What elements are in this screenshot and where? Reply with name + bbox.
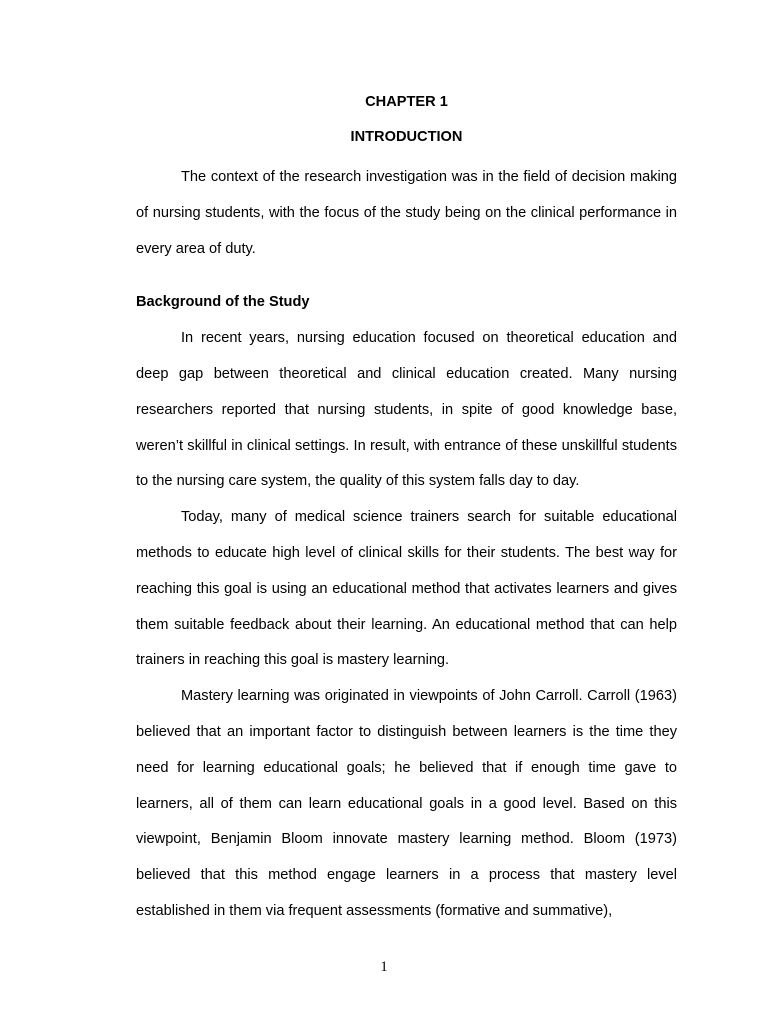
page-body [136, 90, 677, 930]
body-paragraph-2: Today, many of medical science trainers search for suitable educational methods to educate high level of clinical skills for their students. The best way for reaching this goal is using an educational method that activates learners and gives them suitable feedback about their learning. An educational method that can help trainers in reaching this goal is mastery learning. [136, 509, 677, 669]
intro-paragraph: The context of the research investigation was in the field of decision making of nursing students, with the focus of the study being on the clinical performance in every area of duty. [136, 169, 677, 257]
page-number: 1 [380, 959, 388, 975]
chapter-title: INTRODUCTION [350, 129, 463, 145]
section-heading: Background of the Study [136, 294, 310, 311]
body-paragraph-1: In recent years, nursing education focused on theoretical education and deep gap between theoretical and clinical education created. Many nursing researchers reported that nursing students, in spite of good knowledge base, weren’t skillful in clinical settings. In result, with entrance of these unskillful students to the nursing care system, the quality of this system falls day to day. [136, 330, 677, 490]
body-paragraph-3: Mastery learning was originated in viewpoints of John Carroll. Carroll (1963) believed that an important factor to distinguish between learners is the time they need for learning educational goals; he believed that if enough time gave to learners, all of them can learn educational goals in a good level. Based on this viewpoint, Benjamin Bloom innovate mastery learning method. Bloom (1973) believed that this method engage learners in a process that mastery level established in them via frequent assessments (formative and summative), [136, 688, 677, 919]
chapter-label: CHAPTER 1 [365, 94, 448, 110]
